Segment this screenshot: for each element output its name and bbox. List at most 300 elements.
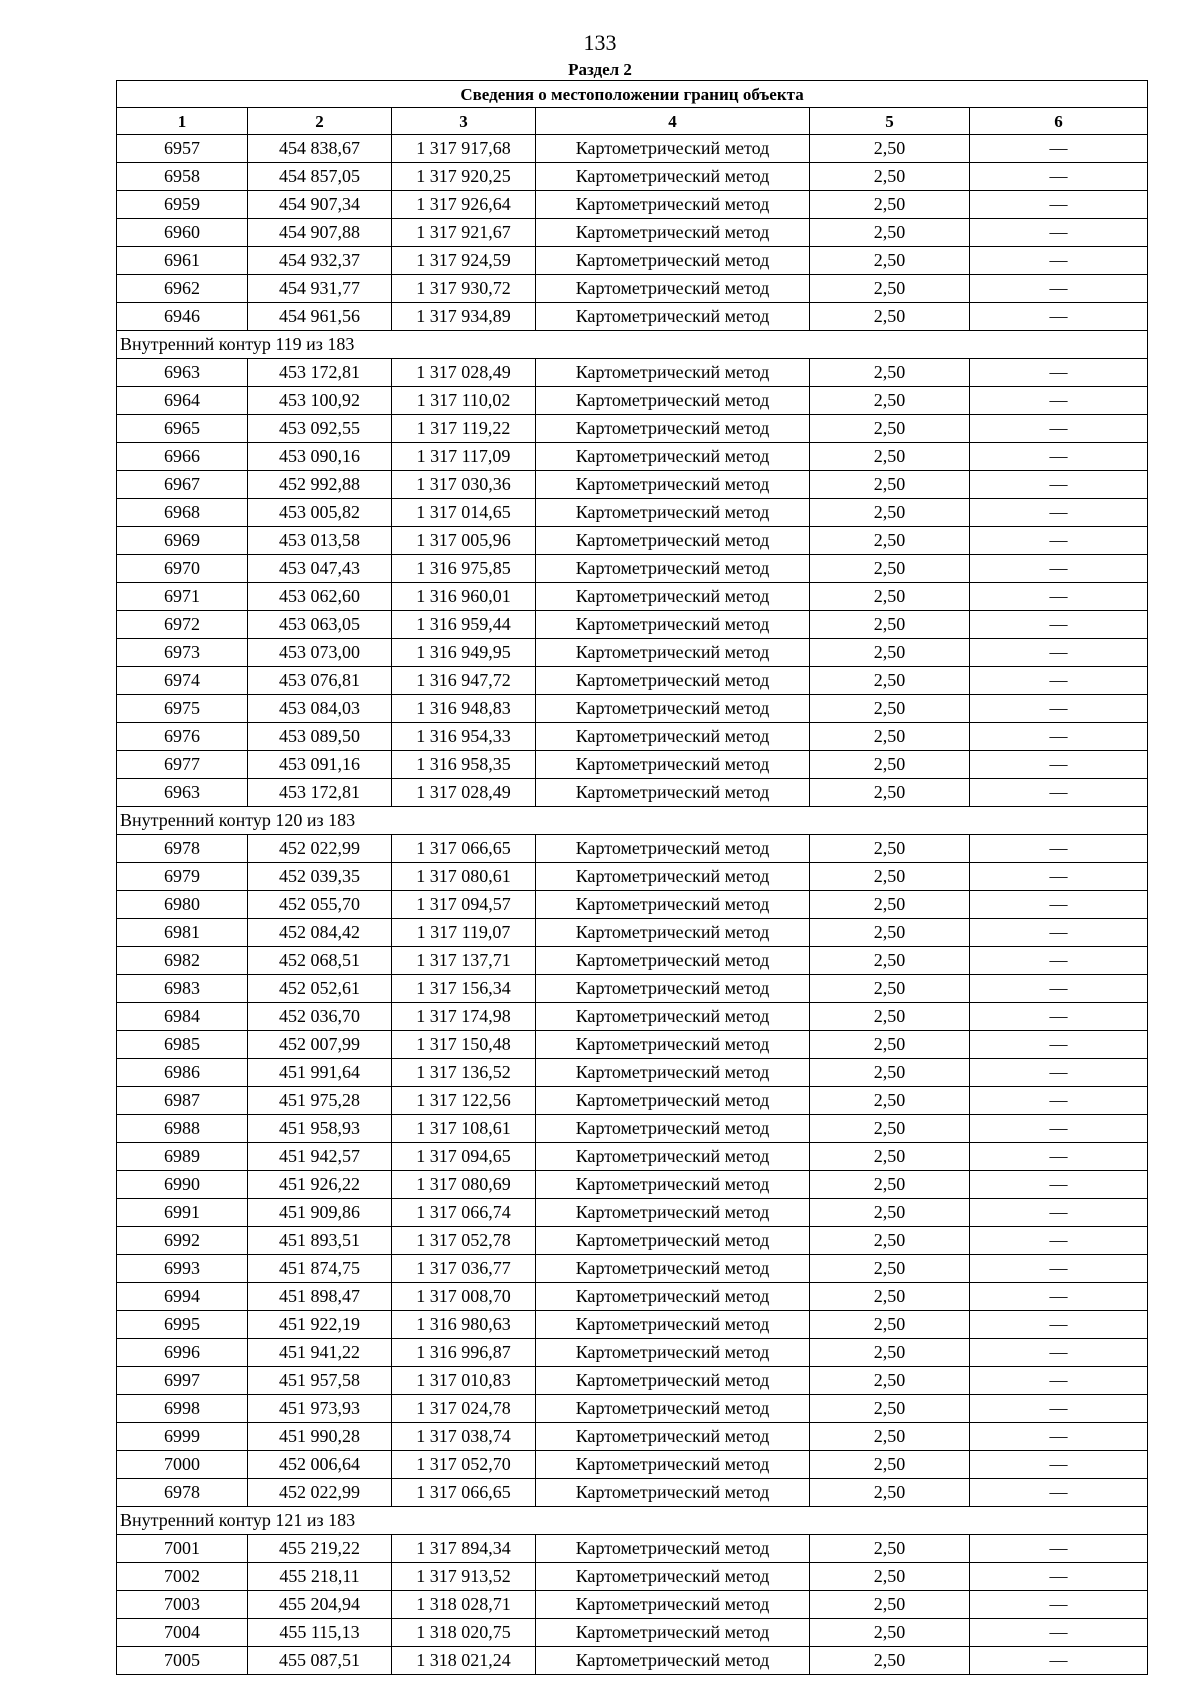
description-cell: — (970, 471, 1148, 499)
contour-label: Внутренний контур 120 из 183 (117, 807, 1148, 835)
accuracy-cell: 2,50 (810, 471, 970, 499)
x-coordinate-cell: 451 909,86 (248, 1199, 392, 1227)
table-body (117, 135, 1148, 1675)
method-cell: Картометрический метод (536, 695, 810, 723)
x-coordinate-cell: 452 007,99 (248, 1031, 392, 1059)
description-cell: — (970, 247, 1148, 275)
y-coordinate-cell: 1 318 021,24 (392, 1647, 536, 1675)
column-number: 3 (392, 108, 536, 135)
description-cell: — (970, 1059, 1148, 1087)
description-cell: — (970, 1451, 1148, 1479)
point-number-cell: 6963 (117, 779, 248, 807)
contour-header-row (117, 331, 1148, 359)
x-coordinate-cell: 452 084,42 (248, 919, 392, 947)
accuracy-cell: 2,50 (810, 1171, 970, 1199)
table-row (117, 1059, 1148, 1087)
accuracy-cell: 2,50 (810, 1059, 970, 1087)
contour-label: Внутренний контур 121 из 183 (117, 1507, 1148, 1535)
point-number-cell: 6971 (117, 583, 248, 611)
table-row (117, 443, 1148, 471)
table-row (117, 1311, 1148, 1339)
y-coordinate-cell: 1 317 174,98 (392, 1003, 536, 1031)
table-row (117, 1003, 1148, 1031)
method-cell: Картометрический метод (536, 891, 810, 919)
table-row (117, 1255, 1148, 1283)
description-cell: — (970, 975, 1148, 1003)
x-coordinate-cell: 451 874,75 (248, 1255, 392, 1283)
y-coordinate-cell: 1 318 020,75 (392, 1619, 536, 1647)
table-row (117, 163, 1148, 191)
method-cell: Картометрический метод (536, 247, 810, 275)
method-cell: Картометрический метод (536, 303, 810, 331)
x-coordinate-cell: 454 838,67 (248, 135, 392, 163)
table-row (117, 387, 1148, 415)
accuracy-cell: 2,50 (810, 275, 970, 303)
accuracy-cell: 2,50 (810, 695, 970, 723)
accuracy-cell: 2,50 (810, 751, 970, 779)
method-cell: Картометрический метод (536, 1199, 810, 1227)
table-row (117, 1479, 1148, 1507)
description-cell: — (970, 1647, 1148, 1675)
description-cell: — (970, 779, 1148, 807)
table-row (117, 1591, 1148, 1619)
description-cell: — (970, 1619, 1148, 1647)
accuracy-cell: 2,50 (810, 779, 970, 807)
x-coordinate-cell: 451 990,28 (248, 1423, 392, 1451)
y-coordinate-cell: 1 317 117,09 (392, 443, 536, 471)
description-cell: — (970, 919, 1148, 947)
method-cell: Картометрический метод (536, 1143, 810, 1171)
x-coordinate-cell: 454 857,05 (248, 163, 392, 191)
method-cell: Картометрический метод (536, 1031, 810, 1059)
description-cell: — (970, 1591, 1148, 1619)
method-cell: Картометрический метод (536, 1227, 810, 1255)
x-coordinate-cell: 451 958,93 (248, 1115, 392, 1143)
y-coordinate-cell: 1 317 066,74 (392, 1199, 536, 1227)
description-cell: — (970, 1003, 1148, 1031)
description-cell: — (970, 1367, 1148, 1395)
method-cell: Картометрический метод (536, 947, 810, 975)
x-coordinate-cell: 451 922,19 (248, 1311, 392, 1339)
method-cell: Картометрический метод (536, 1115, 810, 1143)
y-coordinate-cell: 1 317 066,65 (392, 835, 536, 863)
y-coordinate-cell: 1 317 008,70 (392, 1283, 536, 1311)
y-coordinate-cell: 1 317 137,71 (392, 947, 536, 975)
accuracy-cell: 2,50 (810, 975, 970, 1003)
accuracy-cell: 2,50 (810, 1619, 970, 1647)
method-cell: Картометрический метод (536, 191, 810, 219)
description-cell: — (970, 695, 1148, 723)
point-number-cell: 7003 (117, 1591, 248, 1619)
description-cell: — (970, 1087, 1148, 1115)
description-cell: — (970, 835, 1148, 863)
method-cell: Картометрический метод (536, 975, 810, 1003)
point-number-cell: 6979 (117, 863, 248, 891)
contour-header-row (117, 1507, 1148, 1535)
accuracy-cell: 2,50 (810, 1143, 970, 1171)
accuracy-cell: 2,50 (810, 1367, 970, 1395)
x-coordinate-cell: 452 006,64 (248, 1451, 392, 1479)
y-coordinate-cell: 1 317 080,61 (392, 863, 536, 891)
method-cell: Картометрический метод (536, 863, 810, 891)
method-cell: Картометрический метод (536, 499, 810, 527)
description-cell: — (970, 1031, 1148, 1059)
table-row (117, 947, 1148, 975)
point-number-cell: 6978 (117, 1479, 248, 1507)
x-coordinate-cell: 452 055,70 (248, 891, 392, 919)
x-coordinate-cell: 454 907,88 (248, 219, 392, 247)
x-coordinate-cell: 454 907,34 (248, 191, 392, 219)
description-cell: — (970, 191, 1148, 219)
point-number-cell: 6964 (117, 387, 248, 415)
page-number: 133 (583, 30, 617, 55)
point-number-cell: 6963 (117, 359, 248, 387)
method-cell: Картометрический метод (536, 1087, 810, 1115)
description-cell: — (970, 947, 1148, 975)
x-coordinate-cell: 453 076,81 (248, 667, 392, 695)
table-row (117, 1339, 1148, 1367)
method-cell: Картометрический метод (536, 1535, 810, 1563)
point-number-cell: 6970 (117, 555, 248, 583)
table-row (117, 863, 1148, 891)
contour-header-row (117, 807, 1148, 835)
y-coordinate-cell: 1 316 996,87 (392, 1339, 536, 1367)
accuracy-cell: 2,50 (810, 1591, 970, 1619)
description-cell: — (970, 611, 1148, 639)
x-coordinate-cell: 453 084,03 (248, 695, 392, 723)
table-row (117, 1423, 1148, 1451)
description-cell: — (970, 723, 1148, 751)
x-coordinate-cell: 453 091,16 (248, 751, 392, 779)
y-coordinate-cell: 1 317 930,72 (392, 275, 536, 303)
x-coordinate-cell: 453 100,92 (248, 387, 392, 415)
method-cell: Картометрический метод (536, 667, 810, 695)
description-cell: — (970, 555, 1148, 583)
point-number-cell: 6982 (117, 947, 248, 975)
x-coordinate-cell: 454 931,77 (248, 275, 392, 303)
y-coordinate-cell: 1 317 920,25 (392, 163, 536, 191)
point-number-cell: 6962 (117, 275, 248, 303)
y-coordinate-cell: 1 317 122,56 (392, 1087, 536, 1115)
y-coordinate-cell: 1 316 959,44 (392, 611, 536, 639)
table-row (117, 275, 1148, 303)
description-cell: — (970, 1143, 1148, 1171)
method-cell: Картометрический метод (536, 1619, 810, 1647)
table-row (117, 1451, 1148, 1479)
accuracy-cell: 2,50 (810, 1395, 970, 1423)
x-coordinate-cell: 451 898,47 (248, 1283, 392, 1311)
x-coordinate-cell: 455 087,51 (248, 1647, 392, 1675)
description-cell: — (970, 275, 1148, 303)
table-row (117, 695, 1148, 723)
x-coordinate-cell: 452 039,35 (248, 863, 392, 891)
description-cell: — (970, 415, 1148, 443)
point-number-cell: 6958 (117, 163, 248, 191)
table-row (117, 723, 1148, 751)
x-coordinate-cell: 452 052,61 (248, 975, 392, 1003)
method-cell: Картометрический метод (536, 359, 810, 387)
y-coordinate-cell: 1 317 924,59 (392, 247, 536, 275)
table-row (117, 1199, 1148, 1227)
accuracy-cell: 2,50 (810, 863, 970, 891)
column-number: 6 (970, 108, 1148, 135)
y-coordinate-cell: 1 317 108,61 (392, 1115, 536, 1143)
x-coordinate-cell: 454 961,56 (248, 303, 392, 331)
table-row (117, 1031, 1148, 1059)
description-cell: — (970, 219, 1148, 247)
x-coordinate-cell: 454 932,37 (248, 247, 392, 275)
method-cell: Картометрический метод (536, 1283, 810, 1311)
method-cell: Картометрический метод (536, 219, 810, 247)
point-number-cell: 6986 (117, 1059, 248, 1087)
accuracy-cell: 2,50 (810, 163, 970, 191)
accuracy-cell: 2,50 (810, 443, 970, 471)
table-row (117, 1619, 1148, 1647)
point-number-cell: 6991 (117, 1199, 248, 1227)
y-coordinate-cell: 1 316 948,83 (392, 695, 536, 723)
table-row (117, 611, 1148, 639)
method-cell: Картометрический метод (536, 1255, 810, 1283)
point-number-cell: 6973 (117, 639, 248, 667)
x-coordinate-cell: 451 975,28 (248, 1087, 392, 1115)
method-cell: Картометрический метод (536, 1591, 810, 1619)
description-cell: — (970, 583, 1148, 611)
y-coordinate-cell: 1 317 080,69 (392, 1171, 536, 1199)
method-cell: Картометрический метод (536, 751, 810, 779)
point-number-cell: 6983 (117, 975, 248, 1003)
y-coordinate-cell: 1 317 917,68 (392, 135, 536, 163)
table-title: Сведения о местоположении границ объекта (117, 81, 1148, 108)
point-number-cell: 6959 (117, 191, 248, 219)
table-row (117, 191, 1148, 219)
table-row (117, 667, 1148, 695)
point-number-cell: 6988 (117, 1115, 248, 1143)
method-cell: Картометрический метод (536, 583, 810, 611)
point-number-cell: 6985 (117, 1031, 248, 1059)
y-coordinate-cell: 1 317 010,83 (392, 1367, 536, 1395)
description-cell: — (970, 527, 1148, 555)
x-coordinate-cell: 453 172,81 (248, 359, 392, 387)
y-coordinate-cell: 1 317 014,65 (392, 499, 536, 527)
method-cell: Картометрический метод (536, 443, 810, 471)
accuracy-cell: 2,50 (810, 835, 970, 863)
y-coordinate-cell: 1 317 052,78 (392, 1227, 536, 1255)
table-row (117, 835, 1148, 863)
table-row (117, 471, 1148, 499)
accuracy-cell: 2,50 (810, 611, 970, 639)
table-row (117, 1367, 1148, 1395)
accuracy-cell: 2,50 (810, 1563, 970, 1591)
table-row (117, 1647, 1148, 1675)
accuracy-cell: 2,50 (810, 1535, 970, 1563)
x-coordinate-cell: 452 022,99 (248, 1479, 392, 1507)
y-coordinate-cell: 1 316 975,85 (392, 555, 536, 583)
description-cell: — (970, 443, 1148, 471)
description-cell: — (970, 1479, 1148, 1507)
description-cell: — (970, 1535, 1148, 1563)
y-coordinate-cell: 1 316 958,35 (392, 751, 536, 779)
y-coordinate-cell: 1 316 949,95 (392, 639, 536, 667)
method-cell: Картометрический метод (536, 835, 810, 863)
accuracy-cell: 2,50 (810, 219, 970, 247)
table-row (117, 891, 1148, 919)
y-coordinate-cell: 1 317 110,02 (392, 387, 536, 415)
point-number-cell: 6965 (117, 415, 248, 443)
y-coordinate-cell: 1 317 156,34 (392, 975, 536, 1003)
point-number-cell: 6995 (117, 1311, 248, 1339)
method-cell: Картометрический метод (536, 1339, 810, 1367)
x-coordinate-cell: 452 036,70 (248, 1003, 392, 1031)
table-row (117, 639, 1148, 667)
y-coordinate-cell: 1 317 052,70 (392, 1451, 536, 1479)
description-cell: — (970, 387, 1148, 415)
table-row (117, 1143, 1148, 1171)
table-row (117, 135, 1148, 163)
description-cell: — (970, 1115, 1148, 1143)
method-cell: Картометрический метод (536, 527, 810, 555)
table-row (117, 1563, 1148, 1591)
accuracy-cell: 2,50 (810, 415, 970, 443)
point-number-cell: 6967 (117, 471, 248, 499)
y-coordinate-cell: 1 317 894,34 (392, 1535, 536, 1563)
section-title: Раздел 2 (568, 60, 632, 79)
y-coordinate-cell: 1 317 030,36 (392, 471, 536, 499)
table-row (117, 583, 1148, 611)
table-row (117, 919, 1148, 947)
method-cell: Картометрический метод (536, 1563, 810, 1591)
accuracy-cell: 2,50 (810, 191, 970, 219)
x-coordinate-cell: 451 973,93 (248, 1395, 392, 1423)
method-cell: Картометрический метод (536, 135, 810, 163)
x-coordinate-cell: 453 092,55 (248, 415, 392, 443)
accuracy-cell: 2,50 (810, 387, 970, 415)
table-row (117, 303, 1148, 331)
description-cell: — (970, 359, 1148, 387)
x-coordinate-cell: 455 219,22 (248, 1535, 392, 1563)
accuracy-cell: 2,50 (810, 303, 970, 331)
x-coordinate-cell: 455 204,94 (248, 1591, 392, 1619)
x-coordinate-cell: 453 062,60 (248, 583, 392, 611)
y-coordinate-cell: 1 317 136,52 (392, 1059, 536, 1087)
table-row (117, 975, 1148, 1003)
accuracy-cell: 2,50 (810, 1479, 970, 1507)
x-coordinate-cell: 452 992,88 (248, 471, 392, 499)
table-row (117, 1087, 1148, 1115)
description-cell: — (970, 1395, 1148, 1423)
x-coordinate-cell: 453 047,43 (248, 555, 392, 583)
point-number-cell: 7000 (117, 1451, 248, 1479)
table-row (117, 415, 1148, 443)
point-number-cell: 6997 (117, 1367, 248, 1395)
accuracy-cell: 2,50 (810, 1283, 970, 1311)
point-number-cell: 6996 (117, 1339, 248, 1367)
accuracy-cell: 2,50 (810, 247, 970, 275)
accuracy-cell: 2,50 (810, 947, 970, 975)
table-row (117, 527, 1148, 555)
accuracy-cell: 2,50 (810, 1451, 970, 1479)
table-row (117, 499, 1148, 527)
contour-label: Внутренний контур 119 из 183 (117, 331, 1148, 359)
method-cell: Картометрический метод (536, 639, 810, 667)
method-cell: Картометрический метод (536, 1171, 810, 1199)
description-cell: — (970, 1563, 1148, 1591)
point-number-cell: 6981 (117, 919, 248, 947)
point-number-cell: 6989 (117, 1143, 248, 1171)
table-row (117, 247, 1148, 275)
x-coordinate-cell: 451 941,22 (248, 1339, 392, 1367)
method-cell: Картометрический метод (536, 1395, 810, 1423)
method-cell: Картометрический метод (536, 555, 810, 583)
point-number-cell: 6946 (117, 303, 248, 331)
description-cell: — (970, 667, 1148, 695)
accuracy-cell: 2,50 (810, 1031, 970, 1059)
method-cell: Картометрический метод (536, 1647, 810, 1675)
x-coordinate-cell: 455 115,13 (248, 1619, 392, 1647)
point-number-cell: 6978 (117, 835, 248, 863)
description-cell: — (970, 1199, 1148, 1227)
method-cell: Картометрический метод (536, 1367, 810, 1395)
point-number-cell: 7005 (117, 1647, 248, 1675)
x-coordinate-cell: 453 073,00 (248, 639, 392, 667)
accuracy-cell: 2,50 (810, 1311, 970, 1339)
table-row (117, 751, 1148, 779)
description-cell: — (970, 1227, 1148, 1255)
column-number: 5 (810, 108, 970, 135)
point-number-cell: 6957 (117, 135, 248, 163)
y-coordinate-cell: 1 316 960,01 (392, 583, 536, 611)
x-coordinate-cell: 451 893,51 (248, 1227, 392, 1255)
y-coordinate-cell: 1 317 094,65 (392, 1143, 536, 1171)
description-cell: — (970, 303, 1148, 331)
accuracy-cell: 2,50 (810, 527, 970, 555)
point-number-cell: 6977 (117, 751, 248, 779)
accuracy-cell: 2,50 (810, 1003, 970, 1031)
y-coordinate-cell: 1 317 119,22 (392, 415, 536, 443)
method-cell: Картометрический метод (536, 1003, 810, 1031)
accuracy-cell: 2,50 (810, 499, 970, 527)
accuracy-cell: 2,50 (810, 1255, 970, 1283)
accuracy-cell: 2,50 (810, 891, 970, 919)
description-cell: — (970, 1311, 1148, 1339)
accuracy-cell: 2,50 (810, 1199, 970, 1227)
point-number-cell: 6975 (117, 695, 248, 723)
x-coordinate-cell: 453 063,05 (248, 611, 392, 639)
accuracy-cell: 2,50 (810, 1423, 970, 1451)
y-coordinate-cell: 1 317 005,96 (392, 527, 536, 555)
method-cell: Картометрический метод (536, 387, 810, 415)
point-number-cell: 6993 (117, 1255, 248, 1283)
accuracy-cell: 2,50 (810, 639, 970, 667)
boundary-coordinates-table (116, 80, 1148, 1675)
x-coordinate-cell: 453 172,81 (248, 779, 392, 807)
y-coordinate-cell: 1 316 947,72 (392, 667, 536, 695)
method-cell: Картометрический метод (536, 1423, 810, 1451)
point-number-cell: 6980 (117, 891, 248, 919)
x-coordinate-cell: 455 218,11 (248, 1563, 392, 1591)
y-coordinate-cell: 1 317 921,67 (392, 219, 536, 247)
x-coordinate-cell: 453 089,50 (248, 723, 392, 751)
accuracy-cell: 2,50 (810, 919, 970, 947)
point-number-cell: 6998 (117, 1395, 248, 1423)
x-coordinate-cell: 453 005,82 (248, 499, 392, 527)
accuracy-cell: 2,50 (810, 1087, 970, 1115)
table-row (117, 1283, 1148, 1311)
column-number: 2 (248, 108, 392, 135)
y-coordinate-cell: 1 317 028,49 (392, 359, 536, 387)
description-cell: — (970, 1171, 1148, 1199)
point-number-cell: 6968 (117, 499, 248, 527)
description-cell: — (970, 163, 1148, 191)
